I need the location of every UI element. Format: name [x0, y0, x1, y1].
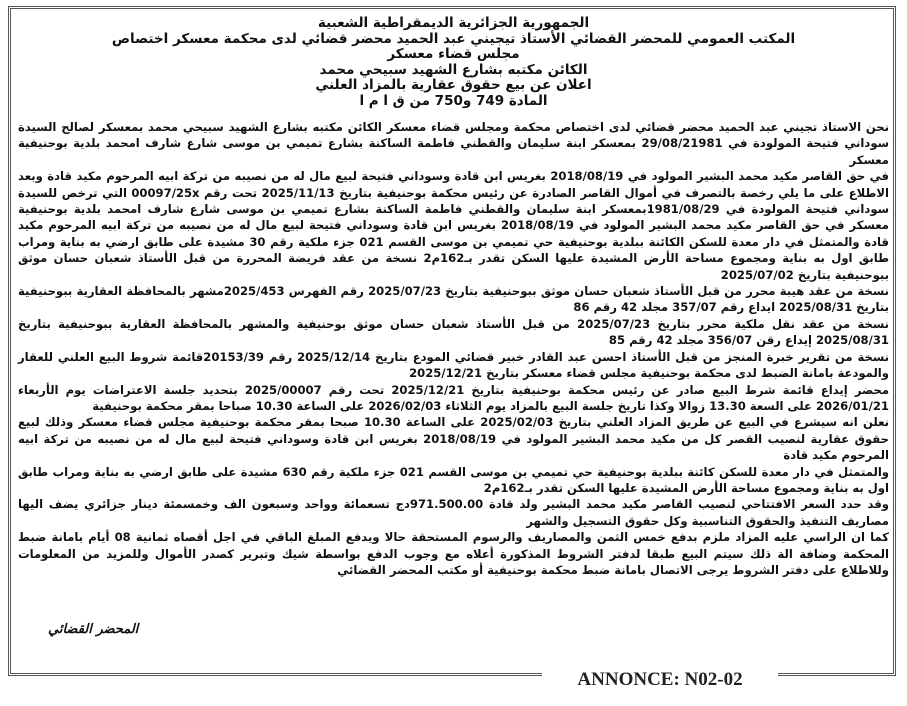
announcement-header — [20, 16, 887, 110]
header-line: اعلان عن بيع حقوق عقارية بالمزاد العلني — [315, 77, 592, 94]
paragraph: في حق القاصر مكيد محمد البشير المولود في 2018/08/19 بغريس ابن قادة وسوداني فتيحة لبيع مال له من نصيبه من تركة ابيه المرحوم مكيد قادة وبعد الاطلاع على ما يلي رخصة بالتصرف في أموال القاصر الصادرة عن رئيس محكمة بوحنيفية بتاريخ 2025/11/13 تحت رقم 00097/25x التي ترخص للسيدة سوداني فتيحة المولودة في 1981/08/29بمعسكر ابنة سليمان والقطني فاطمة الساكنة بشارع تميمي بن موسى شارع شارف امحمد بلدية بوحنيفية معسكر في حق القاصر مكيد محمد البشير المولود في 2018/08/19 بغريس ابن قادة وسوداني فتيحة لبيع مال له من نصيبه من تركة ابيه المرحوم مكيد قادة والمتمثل في دار معدة للسكن الكائنة ببلدية بوحنيفية حي تميمي بن موسى القسم 021 جزء ملكية رقم 30 مشيدة على طابق ارضي به بناية ومراب طابق اول به بناية ومجموع مساحة الأرض المشيدة عليها السكن تقدر بـ162م2 نسخة من عقد فريضة المحررة من قبل الأستاذ شعبان حسان موثق ببوحنيفية بتاريخ 2025/07/02 — [18, 169, 890, 282]
header-line: الكائن مكتبه بشارع الشهيد سبيحي محمد — [319, 61, 588, 78]
signature: المحضر القضائي — [48, 622, 139, 637]
header-line: مجلس قضاء معسكر — [387, 46, 520, 63]
paragraph: محضر إيداع قائمة شرط البيع صادر عن رئيس محكمة بوحنيفية بتاريخ 2025/12/21 تحت رقم 2025/00007 بتحديد جلسة الاعتراضات يوم الأربعاء 2026/01/21 على السعة 13.30 زوالا وكذا تاريخ جلسة البيع بالمزاد يوم الثلاثاء 2026/02/03 على الساعة 10.30 صباحا بمقر محكمة بوحنيفية — [18, 382, 889, 413]
announcement-body — [18, 119, 889, 578]
header-line: المكتب العمومي للمحضر القضائي الأستاذ تيجيني عبد الحميد محضر قضائي لدى محكمة معسكر اختصاص — [111, 30, 796, 47]
paragraph: وقد حدد السعر الافتتاحي لنصيب القاصر مكيد محمد البشير ولد قادة 971.500.00دج تسعمائة وواحد وسبعون الف وخمسمئة دينار جزائري يضف اليها مصاريف التنفيذ والحقوق التناسبية وكل حقوق التسجيل والشهر — [18, 497, 889, 528]
paragraph: نسخة من عقد نقل ملكية محرر بتاريخ 2025/07/23 من قبل الأستاذ شعبان حسان موثق بوحنيفية والمشهر بالمحافظة العقارية ببوحنيفية بتاريخ 2025/08/31 إيداع رقن 356/07 مجلد 42 رقم 85 — [18, 316, 889, 348]
header-line: الجمهورية الجزائرية الديمقراطية الشعبية — [317, 15, 590, 31]
paragraph: كما ان الراسي عليه المزاد ملزم بدفع خمس الثمن والمصاريف والرسوم المستحقة حالا ويدفع المبلغ الباقي في اجل أقصاه ثمانية 08 أيام بامانة ضبط المحكمة وضافة الة ذلك سيتم البيع طبقا لدفتر الشروط المذكورة أعلاه مع وجوب الدفع بواسطة شيك وتبرير كصدر الأموال وللمزيد من المعلومات وللاطلاع على دفتر الشروط يرجى الاتصال بامانة ضبط محكمة بوحنيفية أو مكتب المحضر القضائي — [18, 530, 890, 577]
header-line: المادة 749 و750 من ق ا م ا — [359, 92, 548, 109]
annonce-number: ANNONCE: N02-02 — [542, 666, 778, 694]
paragraph: نسخة من عقد هيبة محرر من قبل الأستاذ شعبان حسان موثق ببوحنيفية بتاريخ 2025/07/23 رقم الفهرس 2025/453مشهر بالمحافظة العقارية ببوحنيفية بتاريخ 2025/08/31 ايداع رقم 357/07 مجلد 42 رقم 86 — [18, 284, 889, 315]
paragraph: والمتمثل في دار معدة للسكن كائنة ببلدية بوحنيفية حي تميمي بن موسى القسم 021 جزء ملكية رقم 630 مشيدة على طابق ارضي به بناية ومراب طابق اول به بناية ومجموع مساحة الأرض المشيدة عليها السكن تقدر بـ162م2 — [18, 464, 890, 495]
paragraph: نعلن انه سيشرع في البيع عن طريق المزاد العلني بتاريخ 2025/02/03 على الساعة 10.30 صبحا بمقر محكمة بوحنيفية مجلس قضاء معسكر وذلك لبيع حقوق عقارية لنصيب القصر كل من مكيد محمد البشير المولود في 2018/08/19 بغريس ابن قادة وسوداني فتيحة لبيع مال له من نصيبه من تركة ابيه المرحوم مكيد قادة — [18, 415, 890, 463]
paragraph: نسخة من تقرير خبرة المنجز من قبل الأستاذ احسن عبد القادر خبير قضائي المودع بتاريخ 2025/12/14 رقم 20153/39قائمة شروط البيع العلني للعقار والمودعة بامانة الضبط لدى محكمة بوحنيفية مجلس قضاء معسكر بتاريخ 2025/12/21 — [18, 349, 889, 381]
paragraph: نحن الاستاذ تجيني عبد الحميد محضر قضائي لدى اختصاص محكمة ومجلس قضاء معسكر الكائن مكتبه بشارع الشهيد سبيحي محمد بمعسكر لصالح السيدة سوداني فتيحة المولودة في 29/08/21981 بمعسكر ابنة سليمان والقطني فاطمة الساكنة بشارع تميمي بن موسى شارع شارف امحمد بلدية بوحنيفية معسكر — [18, 120, 890, 167]
